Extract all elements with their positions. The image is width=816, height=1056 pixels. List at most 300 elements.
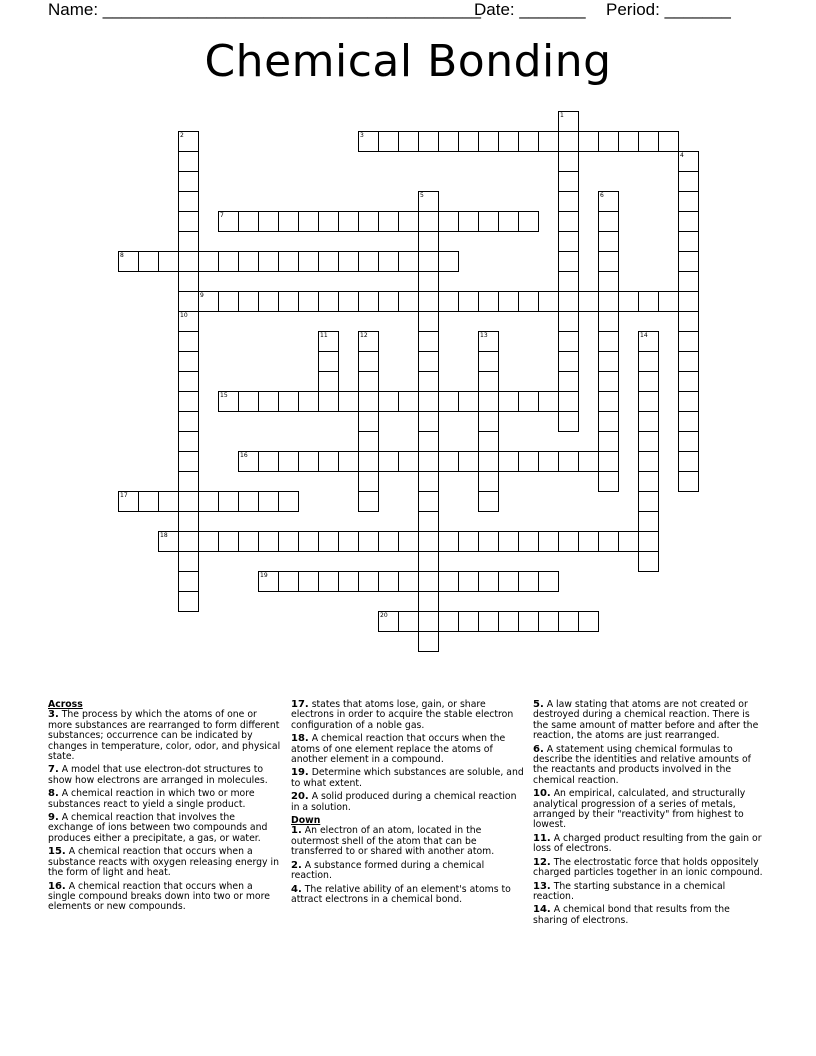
crossword-cell[interactable] — [318, 451, 339, 472]
clue-item — [291, 861, 525, 882]
crossword-cell[interactable] — [638, 331, 659, 352]
crossword-cell[interactable] — [478, 611, 499, 632]
crossword-cell[interactable] — [278, 451, 299, 472]
crossword-cell[interactable] — [378, 531, 399, 552]
crossword-cell[interactable] — [438, 211, 459, 232]
crossword-cell[interactable] — [158, 531, 179, 552]
crossword-cell[interactable] — [438, 251, 459, 272]
crossword-cell[interactable] — [398, 571, 419, 592]
crossword-cell[interactable] — [598, 311, 619, 332]
crossword-cell[interactable] — [478, 531, 499, 552]
crossword-cell[interactable] — [678, 311, 699, 332]
clue-number-label: 12 — [360, 332, 368, 339]
crossword-cell[interactable] — [558, 271, 579, 292]
crossword-cell[interactable] — [598, 371, 619, 392]
crossword-cell[interactable] — [338, 531, 359, 552]
crossword-cell[interactable] — [598, 351, 619, 372]
crossword-cell[interactable] — [638, 351, 659, 372]
crossword-cell[interactable] — [398, 451, 419, 472]
crossword-cell[interactable] — [398, 391, 419, 412]
crossword-cell[interactable] — [178, 211, 199, 232]
crossword-cell[interactable] — [418, 511, 439, 532]
crossword-cell[interactable] — [498, 571, 519, 592]
crossword-cell[interactable] — [598, 131, 619, 152]
crossword-cell[interactable] — [358, 531, 379, 552]
crossword-cell[interactable] — [338, 291, 359, 312]
crossword-cell[interactable] — [358, 431, 379, 452]
crossword-cell[interactable] — [458, 451, 479, 472]
crossword-cell[interactable] — [518, 451, 539, 472]
crossword-cell[interactable] — [418, 311, 439, 332]
crossword-cell[interactable] — [598, 411, 619, 432]
crossword-cell[interactable] — [258, 211, 279, 232]
clue-text: A charged product resulting from the gain or loss of electrons. — [533, 832, 762, 855]
crossword-cell[interactable] — [478, 131, 499, 152]
clue-number-label: 2 — [180, 132, 184, 139]
crossword-cell[interactable] — [478, 471, 499, 492]
crossword-cell[interactable] — [178, 231, 199, 252]
crossword-cell[interactable] — [478, 291, 499, 312]
crossword-cell[interactable] — [658, 131, 679, 152]
crossword-cell[interactable] — [558, 411, 579, 432]
clue-number-label: 9 — [200, 292, 204, 299]
clue-number-label: 11 — [320, 332, 328, 339]
crossword-cell[interactable] — [598, 191, 619, 212]
clue-number: 12. — [533, 856, 551, 868]
crossword-cell[interactable] — [238, 251, 259, 272]
crossword-cell[interactable] — [598, 391, 619, 412]
crossword-cell[interactable] — [478, 351, 499, 372]
crossword-cell[interactable] — [678, 271, 699, 292]
crossword-cell[interactable] — [398, 251, 419, 272]
crossword-cell[interactable] — [298, 451, 319, 472]
crossword-cell[interactable] — [398, 291, 419, 312]
crossword-cell[interactable] — [458, 211, 479, 232]
crossword-cell[interactable] — [418, 211, 439, 232]
crossword-cell[interactable] — [298, 211, 319, 232]
crossword-cell[interactable] — [178, 131, 199, 152]
crossword-cell[interactable] — [358, 391, 379, 412]
crossword-cell[interactable] — [298, 251, 319, 272]
crossword-cell[interactable] — [118, 251, 139, 272]
crossword-cell[interactable] — [218, 491, 239, 512]
crossword-cell[interactable] — [498, 291, 519, 312]
crossword-cell[interactable] — [418, 191, 439, 212]
crossword-cell[interactable] — [258, 291, 279, 312]
crossword-cell[interactable] — [418, 411, 439, 432]
crossword-cell[interactable] — [518, 211, 539, 232]
crossword-cell[interactable] — [238, 451, 259, 472]
crossword-cell[interactable] — [598, 331, 619, 352]
crossword-cell[interactable] — [518, 531, 539, 552]
crossword-cell[interactable] — [378, 211, 399, 232]
crossword-cell[interactable] — [478, 491, 499, 512]
crossword-cell[interactable] — [318, 331, 339, 352]
crossword-cell[interactable] — [178, 311, 199, 332]
crossword-cell[interactable] — [638, 431, 659, 452]
crossword-cell[interactable] — [318, 571, 339, 592]
crossword-cell[interactable] — [478, 571, 499, 592]
clue-number: 18. — [291, 733, 309, 745]
crossword-cell[interactable] — [418, 451, 439, 472]
crossword-cell[interactable] — [258, 531, 279, 552]
crossword-cell[interactable] — [358, 451, 379, 472]
crossword-cell[interactable] — [598, 431, 619, 452]
crossword-cell[interactable] — [418, 571, 439, 592]
crossword-cell[interactable] — [178, 331, 199, 352]
crossword-cell[interactable] — [458, 531, 479, 552]
crossword-cell[interactable] — [178, 371, 199, 392]
crossword-cell[interactable] — [458, 571, 479, 592]
crossword-cell[interactable] — [558, 371, 579, 392]
crossword-cell[interactable] — [558, 451, 579, 472]
crossword-cell[interactable] — [278, 391, 299, 412]
page-title: Chemical Bonding — [204, 36, 612, 87]
crossword-cell[interactable] — [378, 451, 399, 472]
crossword-cell[interactable] — [158, 491, 179, 512]
crossword-cell[interactable] — [178, 491, 199, 512]
crossword-cell[interactable] — [458, 391, 479, 412]
crossword-cell[interactable] — [358, 571, 379, 592]
crossword-cell[interactable] — [558, 191, 579, 212]
crossword-cell[interactable] — [598, 291, 619, 312]
crossword-cell[interactable] — [218, 291, 239, 312]
crossword-cell[interactable] — [518, 391, 539, 412]
crossword-cell[interactable] — [478, 391, 499, 412]
crossword-cell[interactable] — [418, 291, 439, 312]
crossword-cell[interactable] — [438, 291, 459, 312]
crossword-cell[interactable] — [678, 171, 699, 192]
crossword-cell[interactable] — [558, 211, 579, 232]
crossword-cell[interactable] — [218, 391, 239, 412]
crossword-cell[interactable] — [618, 291, 639, 312]
crossword-cell[interactable] — [538, 291, 559, 312]
crossword-cell[interactable] — [338, 391, 359, 412]
crossword-cell[interactable] — [178, 531, 199, 552]
crossword-cell[interactable] — [358, 131, 379, 152]
crossword-cell[interactable] — [538, 391, 559, 412]
crossword-cell[interactable] — [678, 151, 699, 172]
crossword-cell[interactable] — [558, 131, 579, 152]
crossword-cell[interactable] — [678, 251, 699, 272]
crossword-cell[interactable] — [218, 211, 239, 232]
crossword-cell[interactable] — [358, 251, 379, 272]
crossword-cell[interactable] — [318, 391, 339, 412]
crossword-cell[interactable] — [258, 451, 279, 472]
crossword-cell[interactable] — [638, 291, 659, 312]
crossword-cell[interactable] — [358, 291, 379, 312]
crossword-cell[interactable] — [598, 451, 619, 472]
crossword-cell[interactable] — [198, 531, 219, 552]
crossword-cell[interactable] — [558, 331, 579, 352]
crossword-cell[interactable] — [678, 391, 699, 412]
crossword-cell[interactable] — [498, 391, 519, 412]
crossword-cell[interactable] — [358, 411, 379, 432]
clue-text: Determine which substances are soluble, and to what extent. — [291, 767, 524, 789]
crossword-cell[interactable] — [598, 251, 619, 272]
crossword-cell[interactable] — [638, 491, 659, 512]
crossword-cell[interactable] — [418, 271, 439, 292]
crossword-cell[interactable] — [558, 531, 579, 552]
crossword-cell[interactable] — [578, 531, 599, 552]
crossword-cell[interactable] — [178, 451, 199, 472]
crossword-cell[interactable] — [458, 611, 479, 632]
crossword-cell[interactable] — [178, 271, 199, 292]
crossword-cell[interactable] — [398, 211, 419, 232]
crossword-cell[interactable] — [178, 571, 199, 592]
crossword-cell[interactable] — [598, 531, 619, 552]
crossword-cell[interactable] — [278, 491, 299, 512]
crossword-cell[interactable] — [498, 531, 519, 552]
crossword-cell[interactable] — [538, 451, 559, 472]
crossword-cell[interactable] — [558, 611, 579, 632]
crossword-cell[interactable] — [558, 351, 579, 372]
crossword-cell[interactable] — [438, 531, 459, 552]
crossword-cell[interactable] — [558, 311, 579, 332]
crossword-cell[interactable] — [378, 571, 399, 592]
crossword-cell[interactable] — [338, 451, 359, 472]
clue-text: A chemical reaction that occurs when a single compound breaks down into two or more elements or new compounds. — [48, 880, 270, 913]
crossword-cell[interactable] — [638, 131, 659, 152]
crossword-cell[interactable] — [638, 531, 659, 552]
crossword-cell[interactable] — [278, 291, 299, 312]
crossword-cell[interactable] — [178, 551, 199, 572]
crossword-cell[interactable] — [178, 591, 199, 612]
crossword-cell[interactable] — [438, 391, 459, 412]
clue-item — [48, 882, 282, 913]
crossword-cell[interactable] — [678, 471, 699, 492]
crossword-cell[interactable] — [498, 131, 519, 152]
crossword-cell[interactable] — [178, 431, 199, 452]
crossword-cell[interactable] — [278, 571, 299, 592]
crossword-cell[interactable] — [558, 151, 579, 172]
crossword-cell[interactable] — [378, 251, 399, 272]
crossword-cell[interactable] — [478, 411, 499, 432]
crossword-cell[interactable] — [478, 211, 499, 232]
crossword-cell[interactable] — [498, 211, 519, 232]
crossword-cell[interactable] — [558, 251, 579, 272]
crossword-cell[interactable] — [278, 211, 299, 232]
crossword-cell[interactable] — [178, 471, 199, 492]
crossword-cell[interactable] — [418, 231, 439, 252]
crossword-cell[interactable] — [338, 211, 359, 232]
clue-item — [48, 813, 282, 844]
crossword-cell[interactable] — [638, 471, 659, 492]
clue-number: 10. — [533, 788, 551, 800]
crossword-cell[interactable] — [418, 611, 439, 632]
clue-text: A law stating that atoms are not created or destroyed during a chemical reaction. There is the same amount of matter before and after the reaction, the atoms are just rearranged. — [533, 699, 759, 742]
crossword-cell[interactable] — [178, 151, 199, 172]
crossword-cell[interactable] — [498, 611, 519, 632]
crossword-cell[interactable] — [458, 291, 479, 312]
crossword-cell[interactable] — [418, 491, 439, 512]
crossword-cell[interactable] — [518, 131, 539, 152]
crossword-cell[interactable] — [518, 291, 539, 312]
crossword-cell[interactable] — [178, 251, 199, 272]
crossword-cell[interactable] — [398, 131, 419, 152]
crossword-cell[interactable] — [258, 251, 279, 272]
crossword-cell[interactable] — [618, 531, 639, 552]
clue-text: A chemical reaction that occurs when the atoms of one element replace the atoms of another element in a compound. — [291, 733, 506, 766]
crossword-cell[interactable] — [578, 291, 599, 312]
crossword-cell[interactable] — [118, 491, 139, 512]
crossword-cell[interactable] — [198, 291, 219, 312]
crossword-cell[interactable] — [318, 371, 339, 392]
crossword-cell[interactable] — [298, 571, 319, 592]
crossword-cell[interactable] — [358, 211, 379, 232]
crossword-cell[interactable] — [418, 551, 439, 572]
crossword-cell[interactable] — [438, 611, 459, 632]
crossword-cell[interactable] — [398, 611, 419, 632]
crossword-cell[interactable] — [478, 331, 499, 352]
crossword-cell[interactable] — [158, 251, 179, 272]
crossword-cell[interactable] — [378, 611, 399, 632]
crossword-cell[interactable] — [298, 291, 319, 312]
crossword-cell[interactable] — [318, 291, 339, 312]
crossword-cell[interactable] — [558, 291, 579, 312]
crossword-cell[interactable] — [418, 351, 439, 372]
crossword-cell[interactable] — [678, 371, 699, 392]
crossword-cell[interactable] — [178, 351, 199, 372]
crossword-cell[interactable] — [198, 491, 219, 512]
crossword-cell[interactable] — [238, 531, 259, 552]
crossword-cell[interactable] — [418, 391, 439, 412]
crossword-cell[interactable] — [558, 231, 579, 252]
crossword-cell[interactable] — [238, 391, 259, 412]
crossword-cell[interactable] — [678, 211, 699, 232]
crossword-cell[interactable] — [278, 251, 299, 272]
crossword-cell[interactable] — [358, 331, 379, 352]
crossword-cell[interactable] — [178, 391, 199, 412]
crossword-cell[interactable] — [598, 231, 619, 252]
crossword-cell[interactable] — [178, 171, 199, 192]
crossword-cell[interactable] — [458, 131, 479, 152]
crossword-cell[interactable] — [178, 411, 199, 432]
crossword-cell[interactable] — [418, 251, 439, 272]
crossword-cell[interactable] — [178, 291, 199, 312]
crossword-cell[interactable] — [178, 511, 199, 532]
crossword-cell[interactable] — [298, 391, 319, 412]
crossword-cell[interactable] — [418, 331, 439, 352]
crossword-cell[interactable] — [678, 331, 699, 352]
crossword-cell[interactable] — [438, 131, 459, 152]
crossword-cell[interactable] — [578, 611, 599, 632]
crossword-cell[interactable] — [318, 531, 339, 552]
crossword-cell[interactable] — [518, 571, 539, 592]
crossword-cell[interactable] — [478, 431, 499, 452]
crossword-cell[interactable] — [198, 251, 219, 272]
crossword-cell[interactable] — [678, 191, 699, 212]
crossword-cell[interactable] — [258, 391, 279, 412]
crossword-cell[interactable] — [418, 591, 439, 612]
crossword-cell[interactable] — [358, 351, 379, 372]
crossword-cell[interactable] — [418, 531, 439, 552]
crossword-cell[interactable] — [258, 571, 279, 592]
crossword-cell[interactable] — [398, 531, 419, 552]
crossword-cell[interactable] — [418, 131, 439, 152]
crossword-cell[interactable] — [598, 271, 619, 292]
crossword-cell[interactable] — [558, 111, 579, 132]
crossword-cell[interactable] — [418, 471, 439, 492]
crossword-cell[interactable] — [558, 171, 579, 192]
crossword-cell[interactable] — [378, 131, 399, 152]
crossword-cell[interactable] — [378, 391, 399, 412]
crossword-cell[interactable] — [218, 531, 239, 552]
crossword-cell[interactable] — [558, 391, 579, 412]
crossword-cell[interactable] — [538, 611, 559, 632]
crossword-cell[interactable] — [298, 531, 319, 552]
crossword-cell[interactable] — [278, 531, 299, 552]
crossword-cell[interactable] — [678, 291, 699, 312]
crossword-cell[interactable] — [638, 551, 659, 572]
crossword-cell[interactable] — [238, 491, 259, 512]
crossword-cell[interactable] — [138, 251, 159, 272]
clue-number: 5. — [533, 699, 544, 710]
crossword-cell[interactable] — [318, 211, 339, 232]
crossword-cell[interactable] — [338, 571, 359, 592]
clue-number-label: 3 — [360, 132, 364, 139]
crossword-cell[interactable] — [418, 631, 439, 652]
crossword-cell[interactable] — [478, 371, 499, 392]
crossword-cell[interactable] — [518, 611, 539, 632]
crossword-cell[interactable] — [638, 511, 659, 532]
crossword-cell[interactable] — [418, 431, 439, 452]
crossword-cell[interactable] — [238, 291, 259, 312]
crossword-cell[interactable] — [478, 451, 499, 472]
crossword-cell[interactable] — [538, 531, 559, 552]
crossword-cell[interactable] — [538, 131, 559, 152]
crossword-cell[interactable] — [678, 411, 699, 432]
crossword-cell[interactable] — [378, 291, 399, 312]
crossword-cell[interactable] — [258, 491, 279, 512]
crossword-cell[interactable] — [638, 451, 659, 472]
crossword-cell[interactable] — [358, 471, 379, 492]
crossword-cell[interactable] — [678, 431, 699, 452]
crossword-cell[interactable] — [678, 231, 699, 252]
crossword-cell[interactable] — [138, 491, 159, 512]
crossword-cell[interactable] — [638, 411, 659, 432]
crossword-cell[interactable] — [358, 491, 379, 512]
crossword-cell[interactable] — [498, 451, 519, 472]
clue-text: The electrostatic force that holds oppositely charged particles together in an ionic compound. — [533, 856, 763, 879]
crossword-cell[interactable] — [538, 571, 559, 592]
crossword-cell[interactable] — [578, 451, 599, 472]
crossword-cell[interactable] — [638, 391, 659, 412]
crossword-cell[interactable] — [318, 251, 339, 272]
crossword-cell[interactable] — [598, 471, 619, 492]
crossword-cell[interactable] — [338, 251, 359, 272]
crossword-cell[interactable] — [638, 371, 659, 392]
crossword-cell[interactable] — [358, 371, 379, 392]
crossword-cell[interactable] — [418, 371, 439, 392]
crossword-cell[interactable] — [218, 251, 239, 272]
crossword-cell[interactable] — [438, 571, 459, 592]
crossword-cell[interactable] — [178, 191, 199, 212]
clue-number: 9. — [48, 812, 59, 824]
clue-item — [533, 745, 767, 787]
crossword-cell[interactable] — [678, 351, 699, 372]
crossword-cell[interactable] — [598, 211, 619, 232]
crossword-cell[interactable] — [678, 451, 699, 472]
crossword-cell[interactable] — [578, 131, 599, 152]
clue-item — [48, 710, 282, 762]
crossword-cell[interactable] — [238, 211, 259, 232]
crossword-cell[interactable] — [438, 451, 459, 472]
crossword-cell[interactable] — [618, 131, 639, 152]
crossword-cell[interactable] — [658, 291, 679, 312]
crossword-cell[interactable] — [318, 351, 339, 372]
clue-item — [291, 885, 525, 906]
